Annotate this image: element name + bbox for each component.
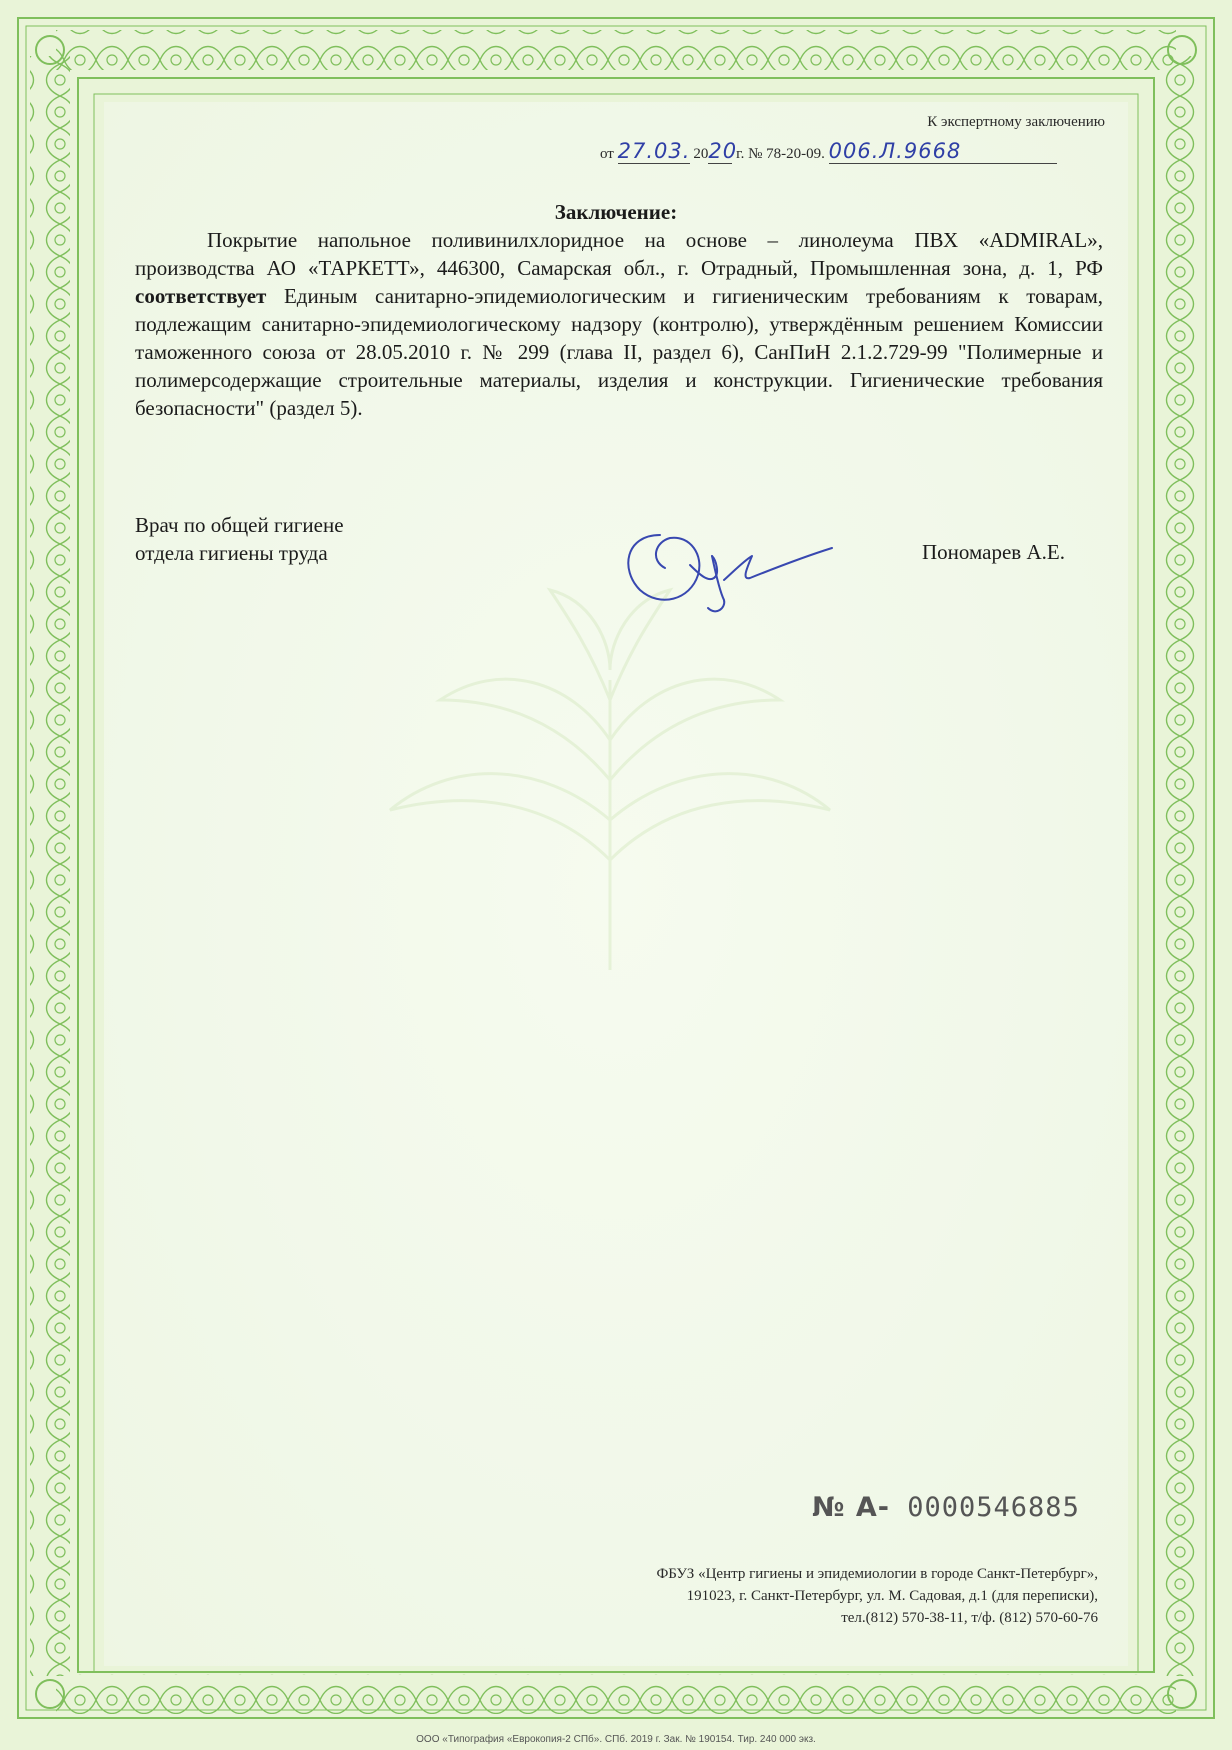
form-number [812,1492,1080,1523]
reference-year-prefix: 20 [693,146,709,162]
conclusion-text-bold: соответствует [135,284,267,308]
reference-year-field [708,139,738,164]
signatory-position-line1: Врач по общей гигиене [135,513,344,537]
reference-number-field [828,139,1057,164]
reference-title: К экспертному заключению [927,114,1105,130]
form-number-value: 0000546885 [907,1492,1080,1523]
issuer-line3: тел.(812) 570-38-11, т/ф. (812) 570-60-76 [841,1610,1098,1626]
reference-year-suffix: г. № 78-20-09. [736,146,825,162]
handwritten-signature [620,520,840,620]
conclusion-text-part1: Покрытие напольное поливинилхлоридное на основе – линолеума ПВХ «ADMIRAL», производства АО «ТАРКЕТТ», 446300, Самарская обл., г. Отрадный, Промышленная зона, д. 1, РФ [135,228,1103,280]
signatory-name: Пономарев А.Е. [922,540,1065,564]
conclusion-heading: Заключение: [554,200,678,224]
issuer-line1: ФБУЗ «Центр гигиены и эпидемиологии в городе Санкт-Петербург», [656,1566,1098,1582]
conclusion-text [135,226,1103,422]
issuer-line2: 191023, г. Санкт-Петербург, ул. М. Садовая, д.1 (для переписки), [686,1588,1098,1604]
reference-line [600,139,1105,164]
signatory-position-line2: отдела гигиены труда [135,541,328,565]
emblem-watermark [330,560,890,980]
conclusion-text-part2: Единым санитарно-эпидемиологическим и гигиеническим требованиям к товарам, подлежащим санитарно-эпидемиологическому надзору (контролю), утверждённым решением Комиссии таможенного союза от 28.05.2010 г. № 299 (глава II, раздел 6), СанПиН 2.1.2.729-99 "Полимерные и полимерсодержащие строительные материалы, изделия и конструкции. Гигиенические требования безопасности" (раздел 5). [135,284,1103,420]
issuer-block [656,1563,1098,1629]
handwritten-year: 20 [708,139,738,163]
handwritten-date: 27.03. [617,139,691,163]
reference-prefix: от [600,146,614,162]
printer-imprint: ООО «Типография «Еврокопия-2 СПб». СПб. 2019 г. Зак. № 190154. Тир. 240 000 экз. [416,1734,816,1745]
signatory-position [135,511,344,567]
handwritten-number: 006.Л.9668 [828,139,962,163]
form-number-prefix: № А- [812,1492,890,1523]
reference-date-field [617,139,691,164]
